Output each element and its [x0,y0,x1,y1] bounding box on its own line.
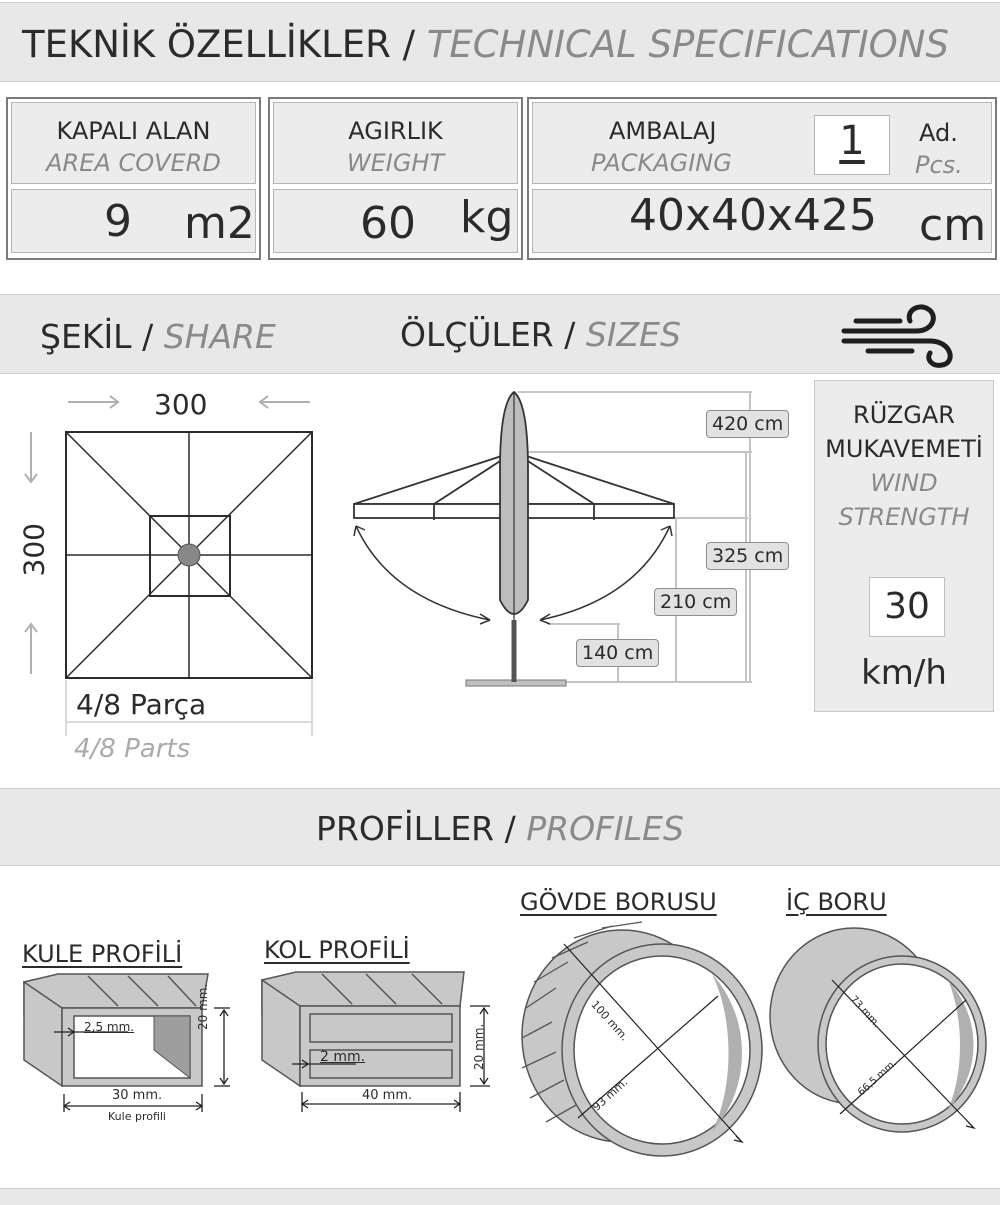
packaging-qty-unit-tr: Ad. [919,119,958,147]
wind-label2-en: STRENGTH [838,503,970,531]
weight-label-tr: AGIRLIK [348,117,443,145]
kule-width: 30 mm. [112,1088,163,1103]
packaging-label-cell [532,102,992,184]
title-en: TECHNICAL SPECIFICATIONS [426,23,949,66]
shape-height-label: 300 [17,523,51,577]
area-value: 9 [104,196,132,247]
kol-width: 40 mm. [362,1088,413,1103]
sizes-sep: / [564,315,576,354]
weight-label-en: WEIGHT [346,149,445,177]
wind-icon [838,301,962,369]
area-label-tr: KAPALI ALAN [56,117,211,145]
area-unit: m2 [184,198,255,249]
shape-sizes-band [0,294,1000,374]
kule-title: KULE PROFİLİ [22,940,183,968]
title-tr: TEKNİK ÖZELLİKLER [22,23,391,66]
sizes-en: SIZES [585,315,681,354]
height-140-tag: 140 cm [576,639,659,667]
height-420-tag: 420 cm [706,410,789,438]
profiles-en: PROFILES [526,809,684,848]
shape-en: SHARE [163,317,276,356]
packaging-unit: cm [919,200,987,251]
shape-tr: ŞEKİL [40,317,132,356]
title-sep: / [402,23,416,66]
kol-title: KOL PROFİLİ [264,936,410,964]
wind-label1-en: WIND [870,469,938,497]
kule-profile-svg [18,970,248,1130]
profiles-heading [0,809,1000,848]
wind-value: 30 [884,586,930,627]
height-325-tag: 325 cm [706,542,789,570]
weight-unit: kg [460,192,514,243]
shape-width-label: 300 [154,388,208,421]
shape-heading [40,317,276,356]
profiles-tr: PROFİLLER [316,809,495,848]
weight-box [268,97,523,260]
packaging-value: 40x40x425 [629,190,878,241]
shape-plan-svg [0,380,330,740]
ic-inner: 66,5 mm. [856,1057,900,1099]
kule-height: 20 mm. [196,983,210,1030]
weight-value-cell [273,189,518,253]
area-label-cell [11,102,256,184]
packaging-box [527,97,997,260]
wind-panel [814,380,994,712]
kule-thickness: 2,5 mm. [84,1020,135,1034]
packaging-label-tr: AMBALAJ [609,117,717,145]
wind-value-box [869,577,945,637]
sizes-tr: ÖLÇÜLER [400,315,554,354]
profiles-sep: / [504,809,516,848]
packaging-qty-unit-en: Pcs. [915,151,963,179]
govde-outer: 100 mm. [588,998,632,1044]
shape-sep: / [142,317,154,356]
packaging-value-cell [532,189,992,253]
wind-label2-tr: MUKAVEMETİ [825,435,983,463]
weight-label-cell [273,102,518,184]
kol-height: 20 mm. [472,1023,486,1070]
specs-header-title [22,23,949,66]
parts-label-tr: 4/8 Parça [76,688,207,721]
wind-label1-tr: RÜZGAR [853,401,955,429]
height-210-tag: 210 cm [654,588,737,616]
kule-caption: Kule profili [108,1110,166,1123]
kol-thickness: 2 mm. [320,1049,366,1065]
packaging-qty-box [814,115,890,175]
ic-title: İÇ BORU [786,888,887,916]
govde-title: GÖVDE BORUSU [520,888,717,916]
specs-header-band [0,2,1000,82]
parts-label-en: 4/8 Parts [74,734,191,764]
area-box [6,97,261,260]
profiles-band [0,788,1000,866]
ic-pipe-svg [768,918,996,1148]
govde-pipe-svg [512,918,778,1164]
packaging-label-en: PACKAGING [591,149,732,177]
sizes-heading [400,315,681,354]
area-value-cell [11,189,256,253]
packaging-qty: 1 [839,118,865,164]
wind-unit: km/h [861,653,947,693]
center-pole [178,544,200,566]
footer-band [0,1188,1000,1205]
ic-outer: 73 mm. [847,994,882,1031]
weight-value: 60 [360,198,416,249]
area-label-en: AREA COVERD [46,149,221,177]
govde-inner: 93 mm. [590,1075,631,1114]
